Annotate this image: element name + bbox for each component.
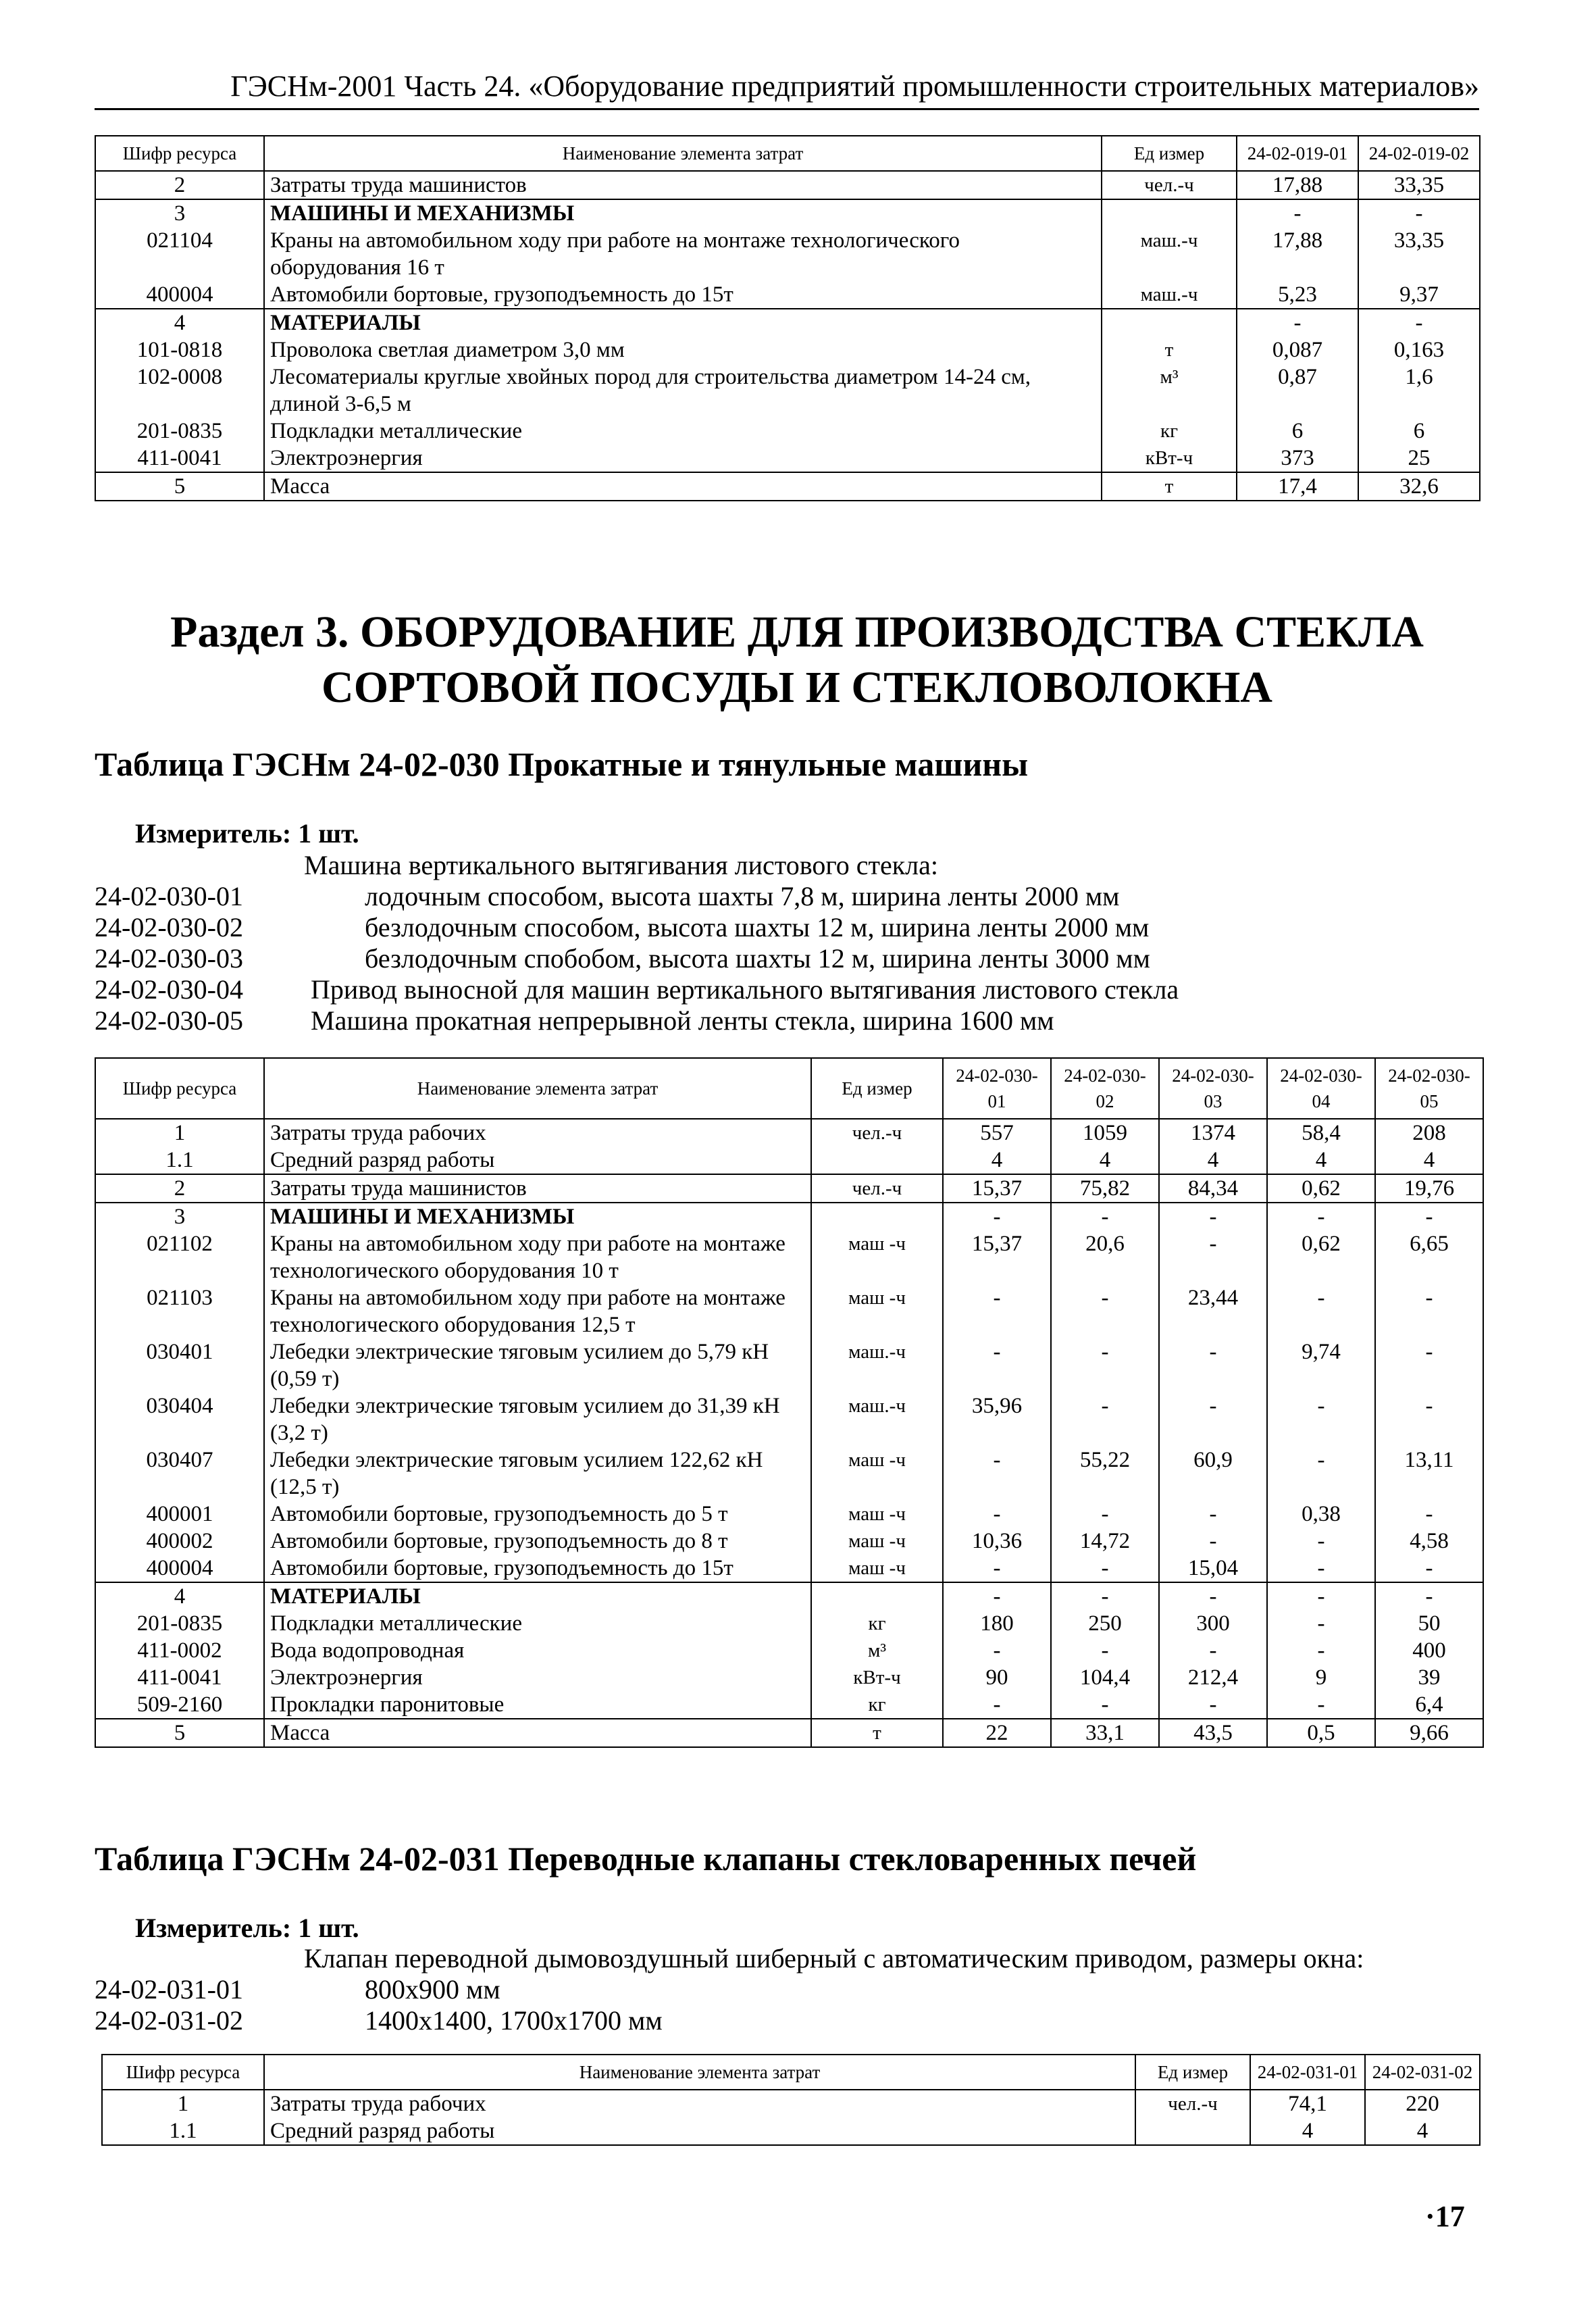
cell-code: 411-0041 [95,1664,264,1691]
cell-name: Лебедки электрические тяговым усилием 122,62 кН (12,5 т) [264,1447,811,1501]
item-code: 24-02-030-04 [95,974,243,1005]
col-header-code: Шифр ресурса [95,1058,264,1119]
meter-24-02-031 [135,1912,359,1944]
cell-value: 32,6 [1358,472,1480,501]
cell-name: Вода водопроводная [264,1637,811,1664]
table-row [95,1555,1483,1582]
table-row [95,1664,1483,1691]
table-row [95,171,1480,199]
cell-value: - [943,1582,1051,1610]
item-code: 24-02-031-01 [95,1974,243,2005]
cell-name: Затраты труда машинистов [264,171,1102,199]
col-header-norm: 24-02-030-01 [943,1058,1051,1119]
item-code: 24-02-030-01 [95,881,243,911]
cell-value: 17,88 [1237,227,1358,281]
cell-name: Затраты труда машинистов [264,1174,811,1203]
cell-value: 15,04 [1159,1555,1267,1582]
cell-value: 6,65 [1375,1230,1483,1284]
cell-unit: чел.-ч [1102,171,1237,199]
cell-unit: маш.-ч [1102,281,1237,309]
col-header-unit: Ед измер [1135,2055,1250,2090]
col-header-norm: 24-02-019-01 [1237,136,1358,171]
cell-value: 4 [1051,1147,1159,1174]
cell-code: 102-0008 [95,363,264,418]
item-list-intro: Машина вертикального вытягивания листового стекла: [304,850,939,880]
item-code: 24-02-031-02 [95,2005,243,2036]
item-code: 24-02-030-05 [95,1005,243,1036]
cell-value: - [1051,1637,1159,1664]
col-header-norm: 24-02-031-01 [1250,2055,1365,2090]
cell-value: - [1159,1691,1267,1719]
cell-value: - [1159,1230,1267,1284]
cell-value: - [1159,1203,1267,1230]
cell-code: 030401 [95,1338,264,1392]
cell-value: 0,087 [1237,336,1358,363]
resource-table-24-02-019 [95,135,1481,501]
cell-value: 23,44 [1159,1284,1267,1338]
cell-value: 84,34 [1159,1174,1267,1203]
cell-value: 17,88 [1237,171,1358,199]
cell-name: Автомобили бортовые, грузоподъемность до 5 т [264,1501,811,1528]
cell-value: 5,23 [1237,281,1358,309]
cell-name: Краны на автомобильном ходу при работе на монтаже технологического оборудования 12,5 т [264,1284,811,1338]
cell-name: Автомобили бортовые, грузоподъемность до 15т [264,281,1102,309]
cell-code: 201-0835 [95,418,264,445]
cell-value: - [1159,1637,1267,1664]
table-row [95,199,1480,227]
cell-value: - [1267,1582,1375,1610]
cell-code: 021102 [95,1230,264,1284]
cell-unit: кВт-ч [1102,445,1237,472]
item-code: 24-02-030-02 [95,912,243,942]
section-title: Раздел 3. ОБОРУДОВАНИЕ ДЛЯ ПРОИЗВОДСТВА СТЕКЛА СОРТОВОЙ ПОСУДЫ И СТЕКЛОВОЛОКНА [170,607,1424,712]
cell-value: - [1358,199,1480,227]
cell-value: - [1051,1203,1159,1230]
table-row [95,363,1480,418]
cell-value: 212,4 [1159,1664,1267,1691]
cell-name: Масса [264,1719,811,1747]
item-list-24-02-030 [95,850,1513,1036]
cell-code: 509-2160 [95,1691,264,1719]
cell-value: 4 [1159,1147,1267,1174]
table-row [95,1447,1483,1501]
cell-code: 3 [95,199,264,227]
cell-unit: чел.-ч [811,1174,943,1203]
cell-code: 3 [95,1203,264,1230]
cell-value: - [1051,1582,1159,1610]
cell-value: - [1051,1284,1159,1338]
table-header-row [102,2055,1480,2090]
cell-unit: м³ [811,1637,943,1664]
cell-unit: т [1102,336,1237,363]
table-row [95,1174,1483,1203]
cell-value: 0,62 [1267,1174,1375,1203]
table-row [95,1582,1483,1610]
list-item [95,912,1513,943]
cell-value: 9,66 [1375,1719,1483,1747]
meter-value: 1 шт. [298,1913,359,1943]
cell-value: 373 [1237,445,1358,472]
cell-unit: т [1102,472,1237,501]
cell-name: Лебедки электрические тяговым усилием до 5,79 кН (0,59 т) [264,1338,811,1392]
cell-value: 0,87 [1237,363,1358,418]
cell-value: 1,6 [1358,363,1480,418]
cell-name: Подкладки металлические [264,1610,811,1637]
cell-name: Автомобили бортовые, грузоподъемность до 15т [264,1555,811,1582]
list-item [95,974,1513,1005]
cell-value: 13,11 [1375,1447,1483,1501]
cell-value: - [1159,1582,1267,1610]
cell-name: Прокладки паронитовые [264,1691,811,1719]
item-text: Машина прокатная непрерывной ленты стекла, ширина 1600 мм [311,1005,1054,1036]
meter-value: 1 шт. [298,818,359,849]
col-header-name: Наименование элемента затрат [264,2055,1135,2090]
table-row [102,2090,1480,2117]
cell-value: - [1267,1447,1375,1501]
cell-value: - [1375,1203,1483,1230]
col-header-name: Наименование элемента затрат [264,136,1102,171]
table-row [95,1203,1483,1230]
cell-unit: чел.-ч [811,1119,943,1147]
cell-name: Лебедки электрические тяговым усилием до 31,39 кН (3,2 т) [264,1392,811,1447]
cell-name: МАТЕРИАЛЫ [264,309,1102,336]
cell-value: 50 [1375,1610,1483,1637]
cell-name: Электроэнергия [264,445,1102,472]
table-row [95,1338,1483,1392]
cell-value: - [1375,1338,1483,1392]
cell-name: Средний разряд работы [264,2117,1135,2145]
cell-code: 411-0041 [95,445,264,472]
cell-value: 74,1 [1250,2090,1365,2117]
col-header-norm: 24-02-030-05 [1375,1058,1483,1119]
cell-value: 58,4 [1267,1119,1375,1147]
table-row [95,445,1480,472]
cell-name: Лесоматериалы круглые хвойных пород для строительства диаметром 14-24 см, длиной 3-6,5 м [264,363,1102,418]
list-item [95,2005,1513,2036]
cell-value: 180 [943,1610,1051,1637]
cell-value: - [943,1203,1051,1230]
list-item [95,943,1513,974]
cell-value: - [1375,1284,1483,1338]
cell-value: - [1375,1392,1483,1447]
cell-value: 557 [943,1119,1051,1147]
meter-label: Измеритель: [135,818,292,849]
cell-unit [811,1203,943,1230]
table-row [95,1119,1483,1147]
table-row [95,1230,1483,1284]
cell-name: Автомобили бортовые, грузоподъемность до 8 т [264,1528,811,1555]
cell-value: - [1267,1637,1375,1664]
cell-code: 030404 [95,1392,264,1447]
cell-value: 300 [1159,1610,1267,1637]
cell-unit: маш.-ч [811,1338,943,1392]
item-code: 24-02-030-03 [95,943,243,974]
item-text: Привод выносной для машин вертикального вытягивания листового стекла [311,974,1179,1005]
col-header-code: Шифр ресурса [102,2055,264,2090]
cell-value: 33,1 [1051,1719,1159,1747]
cell-name: Проволока светлая диаметром 3,0 мм [264,336,1102,363]
cell-value: - [1267,1691,1375,1719]
cell-value: - [1375,1501,1483,1528]
table-row [95,1691,1483,1719]
cell-code: 2 [95,171,264,199]
resource-table-24-02-031 [101,2054,1481,2146]
cell-value: 10,36 [943,1528,1051,1555]
meter-24-02-030 [135,818,359,850]
cell-name: Электроэнергия [264,1664,811,1691]
table-row [95,309,1480,336]
cell-value: 4 [1375,1147,1483,1174]
item-text: безлодочным спобобом, высота шахты 12 м, ширина ленты 3000 мм [365,943,1150,974]
cell-code: 4 [95,309,264,336]
cell-name: Краны на автомобильном ходу при работе на монтаже технологического оборудования 10 т [264,1230,811,1284]
table-row [95,1501,1483,1528]
cell-unit: маш -ч [811,1528,943,1555]
table-row [95,227,1480,281]
cell-value: 4 [1365,2117,1480,2145]
cell-value: 1059 [1051,1119,1159,1147]
item-text: безлодочным способом, высота шахты 12 м, ширина ленты 2000 мм [365,912,1150,942]
table-row [95,1610,1483,1637]
cell-value: 33,35 [1358,227,1480,281]
cell-value: - [1237,309,1358,336]
table-row [95,1528,1483,1555]
cell-code: 030407 [95,1447,264,1501]
cell-unit: маш -ч [811,1230,943,1284]
cell-value: 9 [1267,1664,1375,1691]
cell-value: - [1051,1501,1159,1528]
table-row [95,418,1480,445]
cell-unit: кг [811,1610,943,1637]
cell-value: 4 [943,1147,1051,1174]
table-row [95,1284,1483,1338]
meter-label: Измеритель: [135,1913,292,1943]
cell-code: 201-0835 [95,1610,264,1637]
cell-value: 19,76 [1375,1174,1483,1203]
cell-value: 6 [1237,418,1358,445]
cell-value: 6 [1358,418,1480,445]
cell-unit: маш -ч [811,1447,943,1501]
cell-value: - [1267,1203,1375,1230]
cell-unit: м³ [1102,363,1237,418]
cell-value: 9,74 [1267,1338,1375,1392]
cell-value: - [1267,1284,1375,1338]
cell-value: 75,82 [1051,1174,1159,1203]
cell-value: - [1267,1555,1375,1582]
cell-value: 15,37 [943,1230,1051,1284]
cell-value: - [943,1501,1051,1528]
item-text: 800х900 мм [365,1974,500,2005]
cell-code: 1.1 [95,1147,264,1174]
table-row [95,1147,1483,1174]
cell-unit [811,1147,943,1174]
cell-value: - [1051,1691,1159,1719]
cell-code: 400004 [95,1555,264,1582]
cell-value: 220 [1365,2090,1480,2117]
cell-code: 400002 [95,1528,264,1555]
cell-value: 22 [943,1719,1051,1747]
cell-value: - [1375,1582,1483,1610]
cell-value: - [1267,1610,1375,1637]
cell-code: 4 [95,1582,264,1610]
cell-name: МАШИНЫ И МЕХАНИЗМЫ [264,199,1102,227]
cell-value: 0,5 [1267,1719,1375,1747]
cell-value: - [1358,309,1480,336]
col-header-norm: 24-02-019-02 [1358,136,1480,171]
cell-value: 60,9 [1159,1447,1267,1501]
cell-unit: маш.-ч [1102,227,1237,281]
cell-name: Краны на автомобильном ходу при работе на монтаже технологического оборудования 16 т [264,227,1102,281]
cell-unit: кг [811,1691,943,1719]
cell-code: 021104 [95,227,264,281]
cell-unit: чел.-ч [1135,2090,1250,2117]
cell-value: - [1159,1338,1267,1392]
cell-value: - [943,1637,1051,1664]
cell-unit: маш.-ч [811,1392,943,1447]
cell-code: 5 [95,472,264,501]
item-text: 1400х1400, 1700х1700 мм [365,2005,663,2036]
table-row [102,2117,1480,2145]
cell-value: 25 [1358,445,1480,472]
cell-value: 4 [1250,2117,1365,2145]
page-header: ГЭСНм-2001 Часть 24. «Оборудование предприятий промышленности строительных материалов» [95,68,1479,110]
cell-value: 43,5 [1159,1719,1267,1747]
cell-value: - [1159,1528,1267,1555]
cell-code: 5 [95,1719,264,1747]
cell-value: 4 [1267,1147,1375,1174]
table-row [95,281,1480,309]
list-item [95,881,1513,912]
cell-code: 1 [95,1119,264,1147]
table-row [95,336,1480,363]
cell-unit: кг [1102,418,1237,445]
cell-value: 0,163 [1358,336,1480,363]
cell-value: - [1051,1555,1159,1582]
cell-name: Подкладки металлические [264,418,1102,445]
cell-value: - [1051,1392,1159,1447]
cell-code: 411-0002 [95,1637,264,1664]
cell-name: Затраты труда рабочих [264,2090,1135,2117]
cell-value: - [1375,1555,1483,1582]
table-header-row [95,136,1480,171]
cell-value: - [943,1447,1051,1501]
cell-name: МАШИНЫ И МЕХАНИЗМЫ [264,1203,811,1230]
col-header-norm: 24-02-031-02 [1365,2055,1480,2090]
col-header-name: Наименование элемента затрат [264,1058,811,1119]
table-row [95,1637,1483,1664]
cell-unit: маш -ч [811,1555,943,1582]
cell-code: 400004 [95,281,264,309]
cell-value: 250 [1051,1610,1159,1637]
cell-code: 1 [102,2090,264,2117]
cell-value: - [1051,1338,1159,1392]
cell-name: Средний разряд работы [264,1147,811,1174]
cell-name: МАТЕРИАЛЫ [264,1582,811,1610]
resource-table-24-02-030 [95,1057,1484,1748]
cell-value: - [943,1338,1051,1392]
item-list-intro: Клапан переводной дымовоздушный шиберный с автоматическим приводом, размеры окна: [304,1943,1364,1973]
cell-value: 9,37 [1358,281,1480,309]
cell-value: - [943,1284,1051,1338]
cell-value: - [943,1691,1051,1719]
col-header-unit: Ед измер [811,1058,943,1119]
cell-value: 35,96 [943,1392,1051,1447]
cell-code: 101-0818 [95,336,264,363]
cell-value: 14,72 [1051,1528,1159,1555]
cell-code: 021103 [95,1284,264,1338]
cell-value: 55,22 [1051,1447,1159,1501]
cell-value: 20,6 [1051,1230,1159,1284]
cell-unit: маш -ч [811,1284,943,1338]
table-row [95,472,1480,501]
cell-unit: кВт-ч [811,1664,943,1691]
cell-value: - [1267,1392,1375,1447]
cell-value: 0,62 [1267,1230,1375,1284]
cell-unit: т [811,1719,943,1747]
cell-value: - [1237,199,1358,227]
cell-unit [811,1582,943,1610]
cell-value: 39 [1375,1664,1483,1691]
cell-value: 104,4 [1051,1664,1159,1691]
cell-unit: маш -ч [811,1501,943,1528]
cell-value: 6,4 [1375,1691,1483,1719]
cell-value: 400 [1375,1637,1483,1664]
cell-value: - [1267,1528,1375,1555]
cell-code: 400001 [95,1501,264,1528]
cell-value: 17,4 [1237,472,1358,501]
list-item [95,1005,1513,1036]
cell-value: 208 [1375,1119,1483,1147]
table-title-24-02-030: Таблица ГЭСНм 24-02-030 Прокатные и тянульные машины [95,745,1029,783]
cell-code: 1.1 [102,2117,264,2145]
cell-code: 2 [95,1174,264,1203]
item-list-24-02-031 [95,1943,1513,2036]
table-row [95,1719,1483,1747]
table-title-24-02-031: Таблица ГЭСНм 24-02-031 Переводные клапаны стекловаренных печей [95,1840,1197,1878]
cell-unit [1102,309,1237,336]
col-header-norm: 24-02-030-04 [1267,1058,1375,1119]
cell-unit [1102,199,1237,227]
page-number: ·17 [1425,2200,1465,2233]
cell-value: 15,37 [943,1174,1051,1203]
col-header-norm: 24-02-030-02 [1051,1058,1159,1119]
cell-value: 4,58 [1375,1528,1483,1555]
cell-unit [1135,2117,1250,2145]
cell-name: Масса [264,472,1102,501]
table-row [95,1392,1483,1447]
cell-value: - [1159,1392,1267,1447]
col-header-unit: Ед измер [1102,136,1237,171]
table-header-row [95,1058,1483,1119]
cell-name: Затраты труда рабочих [264,1119,811,1147]
cell-value: 1374 [1159,1119,1267,1147]
cell-value: - [1159,1501,1267,1528]
list-item [95,1974,1513,2005]
cell-value: 33,35 [1358,171,1480,199]
col-header-code: Шифр ресурса [95,136,264,171]
col-header-norm: 24-02-030-03 [1159,1058,1267,1119]
cell-value: 0,38 [1267,1501,1375,1528]
item-text: лодочным способом, высота шахты 7,8 м, ширина ленты 2000 мм [365,881,1120,911]
cell-value: - [943,1555,1051,1582]
cell-value: 90 [943,1664,1051,1691]
